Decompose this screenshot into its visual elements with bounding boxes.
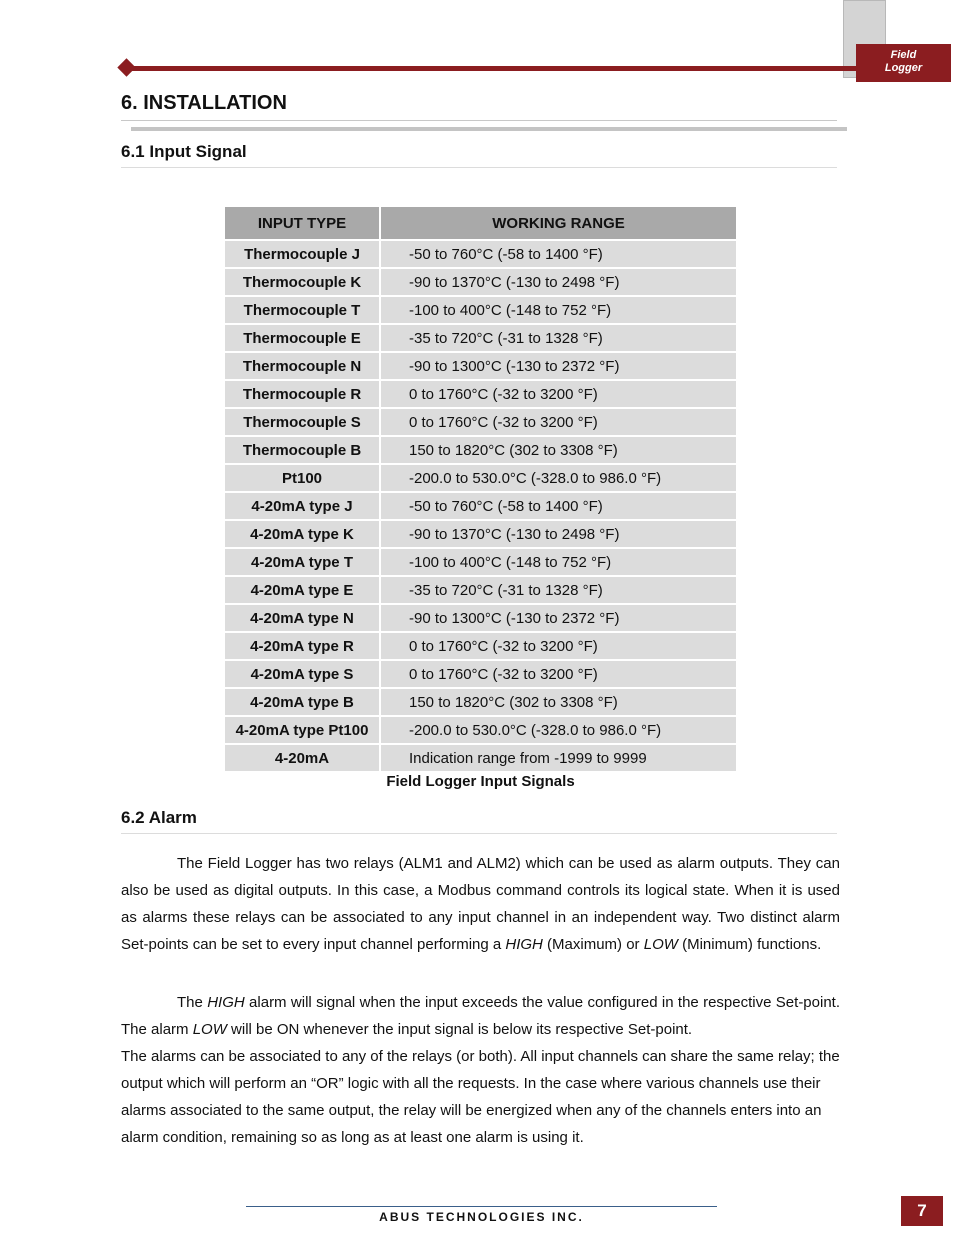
input-type-cell: Thermocouple K xyxy=(225,269,381,297)
table-caption: Field Logger Input Signals xyxy=(386,773,575,790)
column-header-working-range: WORKING RANGE xyxy=(381,207,736,241)
paragraph-text: (Minimum) functions. xyxy=(677,936,822,953)
input-type-cell: Thermocouple B xyxy=(225,437,381,465)
footer-company: ABUS TECHNOLOGIES INC. xyxy=(379,1210,584,1224)
working-range-cell: -100 to 400°C (-148 to 752 °F) xyxy=(381,549,736,577)
working-range-cell: 0 to 1760°C (-32 to 3200 °F) xyxy=(381,661,736,689)
input-type-cell: Thermocouple N xyxy=(225,353,381,381)
header-diamond-ornament xyxy=(117,58,135,76)
subsection-title-alarm: 6.2 Alarm xyxy=(121,808,197,827)
emphasis-high: HIGH xyxy=(207,994,245,1011)
emphasis-low: LOW xyxy=(643,936,678,953)
working-range-cell: -100 to 400°C (-148 to 752 °F) xyxy=(381,297,736,325)
footer-rule xyxy=(246,1206,717,1207)
paragraph-text: (Maximum) or xyxy=(542,936,644,953)
table-row xyxy=(225,437,736,465)
working-range-cell: -90 to 1370°C (-130 to 2498 °F) xyxy=(381,521,736,549)
input-type-cell: 4-20mA type E xyxy=(225,577,381,605)
emphasis-low: LOW xyxy=(192,1021,227,1038)
working-range-cell: 150 to 1820°C (302 to 3308 °F) xyxy=(381,437,736,465)
paragraph-text: will be ON whenever the input signal is below its respective Set-point. xyxy=(226,1021,693,1038)
table-row xyxy=(225,381,736,409)
input-type-cell: Thermocouple J xyxy=(225,241,381,269)
table-row xyxy=(225,493,736,521)
working-range-cell: -90 to 1300°C (-130 to 2372 °F) xyxy=(381,353,736,381)
table-row xyxy=(225,549,736,577)
working-range-cell: -90 to 1370°C (-130 to 2498 °F) xyxy=(381,269,736,297)
working-range-cell: 0 to 1760°C (-32 to 3200 °F) xyxy=(381,633,736,661)
table-row xyxy=(225,241,736,269)
brand-badge xyxy=(856,44,951,82)
table-row xyxy=(225,605,736,633)
brand-line-1: Field xyxy=(890,49,917,61)
working-range-cell: 0 to 1760°C (-32 to 3200 °F) xyxy=(381,409,736,437)
page-number: 7 xyxy=(901,1196,943,1226)
table-row xyxy=(225,465,736,493)
working-range-cell: -90 to 1300°C (-130 to 2372 °F) xyxy=(381,605,736,633)
table-row xyxy=(225,409,736,437)
subsection-title-input-signal: 6.1 Input Signal xyxy=(121,142,247,161)
working-range-cell: -200.0 to 530.0°C (-328.0 to 986.0 °F) xyxy=(381,717,736,745)
alarm-paragraph-3: The alarms can be associated to any of the relays (or both). All input channels can share the same relay; the output which will perform an “OR” logic with all the requests. In the case where various channels use their alarms associated to the same output, the relay will be energized when any of the channels enters into an alarm condition, remaining so as long as at least one alarm is using it. xyxy=(121,1048,840,1146)
table-row xyxy=(225,689,736,717)
column-header-input-type: INPUT TYPE xyxy=(225,207,381,241)
working-range-cell: -200.0 to 530.0°C (-328.0 to 986.0 °F) xyxy=(381,465,736,493)
alarm-paragraph-1 xyxy=(121,850,840,958)
input-type-cell: 4-20mA xyxy=(225,745,381,773)
working-range-cell: -50 to 760°C (-58 to 1400 °F) xyxy=(381,493,736,521)
input-type-cell: Thermocouple S xyxy=(225,409,381,437)
input-type-cell: 4-20mA type J xyxy=(225,493,381,521)
section-rule-thick xyxy=(131,127,847,131)
input-type-cell: Thermocouple E xyxy=(225,325,381,353)
working-range-cell: 150 to 1820°C (302 to 3308 °F) xyxy=(381,689,736,717)
table-row xyxy=(225,577,736,605)
table-row xyxy=(225,633,736,661)
paragraph-text: alarm will signal when the input exceeds the value configured in the respective Set-point. The alarm xyxy=(121,994,841,1038)
working-range-cell: Indication range from -1999 to 9999 xyxy=(381,745,736,773)
table-header-row xyxy=(225,207,736,241)
subsection-rule xyxy=(121,167,837,168)
alarm-paragraph-2 xyxy=(121,989,840,1043)
input-type-cell: 4-20mA type K xyxy=(225,521,381,549)
input-type-cell: Thermocouple T xyxy=(225,297,381,325)
working-range-cell: -50 to 760°C (-58 to 1400 °F) xyxy=(381,241,736,269)
table-body xyxy=(225,241,736,773)
input-type-cell: 4-20mA type N xyxy=(225,605,381,633)
subsection-rule xyxy=(121,833,837,834)
header-rule xyxy=(127,66,857,71)
working-range-cell: -35 to 720°C (-31 to 1328 °F) xyxy=(381,577,736,605)
input-type-cell: Pt100 xyxy=(225,465,381,493)
input-signal-table xyxy=(225,207,736,773)
table-row xyxy=(225,353,736,381)
emphasis-high: HIGH xyxy=(505,936,543,953)
brand-line-2: Logger xyxy=(884,62,923,74)
section-rule-thin xyxy=(121,120,837,121)
input-type-cell: 4-20mA type R xyxy=(225,633,381,661)
working-range-cell: -35 to 720°C (-31 to 1328 °F) xyxy=(381,325,736,353)
table-row xyxy=(225,297,736,325)
input-type-cell: Thermocouple R xyxy=(225,381,381,409)
input-type-cell: 4-20mA type S xyxy=(225,661,381,689)
paragraph-text: The xyxy=(177,994,208,1011)
paragraph-text: The Field Logger has two relays (ALM1 and ALM2) which can be used as alarm outputs. They can also be used as digital outputs. In this case, a Modbus command controls its logical state. When it is used as alarms these relays can be associated to any input channel in an independent way. Two distinct alarm Set-points can be set to every input channel performing a xyxy=(121,855,840,953)
table-row xyxy=(225,521,736,549)
table-row xyxy=(225,269,736,297)
table-row xyxy=(225,661,736,689)
input-type-cell: 4-20mA type Pt100 xyxy=(225,717,381,745)
table-row xyxy=(225,717,736,745)
working-range-cell: 0 to 1760°C (-32 to 3200 °F) xyxy=(381,381,736,409)
input-type-cell: 4-20mA type T xyxy=(225,549,381,577)
table-row xyxy=(225,745,736,773)
input-type-cell: 4-20mA type B xyxy=(225,689,381,717)
section-title: 6. INSTALLATION xyxy=(121,92,287,114)
table-row xyxy=(225,325,736,353)
